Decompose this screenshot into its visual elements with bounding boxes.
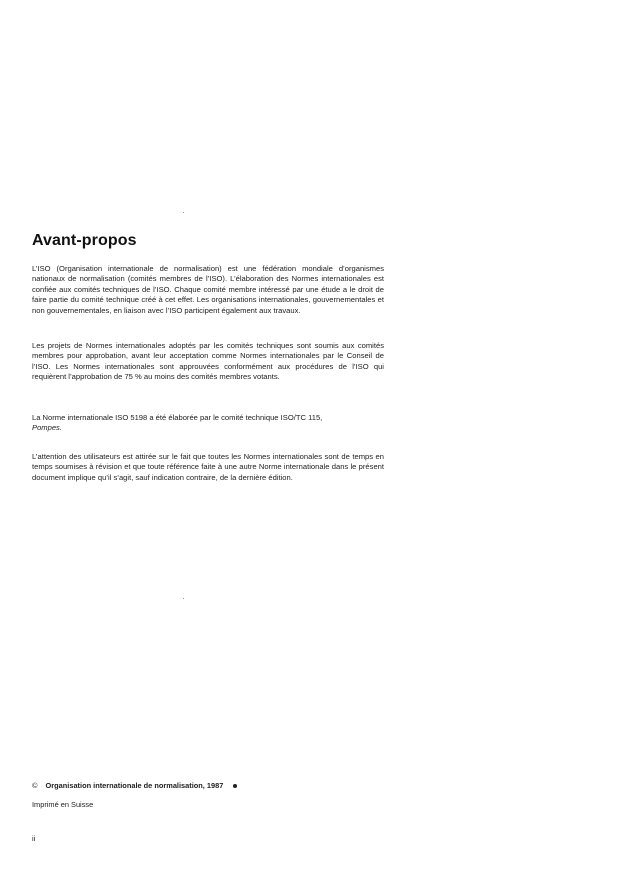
- copyright-text: Organisation internationale de normalisation, 1987: [45, 781, 224, 790]
- paragraph-revision-notice: L’attention des utilisateurs est attirée sur le fait que toutes les Normes internationales sont de temps en temps soumises à révision et que toute référence faite à une autre Norme internationale dans le présent document implique qu’il s’agit, sauf indication contraire, de la dernière édition.: [32, 452, 384, 482]
- paragraph-draft-approval: Les projets de Normes internationales adoptés par les comités techniques sont soumis aux comités membres pour approbation, avant leur acceptation comme Normes internationales par le Conseil de l’ISO. Les Normes internationales sont approuvées conformément aux procédures de l’ISO qui requièrent l’approbation de 75 % au moins des comités membres votants.: [32, 341, 384, 382]
- paragraph-iso-intro: L’ISO (Organisation internationale de normalisation) est une fédération mondiale d’organismes nationaux de normalisation (comités membres de l’ISO). L’élaboration des Normes internationales est confiée aux comités techniques de l’ISO. Chaque comité membre intéressé par une étude a le droit de faire partie du comité technique créé à cet effet. Les organisations internationales, gouvernementales et non gouvernementales, en liaison avec l’ISO participent également aux travaux.: [32, 264, 384, 315]
- copyright-line: [32, 781, 237, 790]
- page-heading: Avant-propos: [32, 232, 137, 249]
- standard-origin-text: La Norme internationale ISO 5198 a été élaborée par le comité technique ISO/TC 115,: [32, 413, 323, 422]
- copyright-symbol: ©: [32, 781, 38, 790]
- scan-speck: [183, 212, 184, 213]
- page-number: ii: [32, 834, 36, 843]
- scan-speck: [183, 598, 184, 599]
- paragraph-standard-origin: [32, 413, 384, 434]
- committee-title: Pompes.: [32, 423, 62, 433]
- printed-in: Imprimé en Suisse: [32, 800, 94, 809]
- bullet-dot-icon: [233, 784, 237, 788]
